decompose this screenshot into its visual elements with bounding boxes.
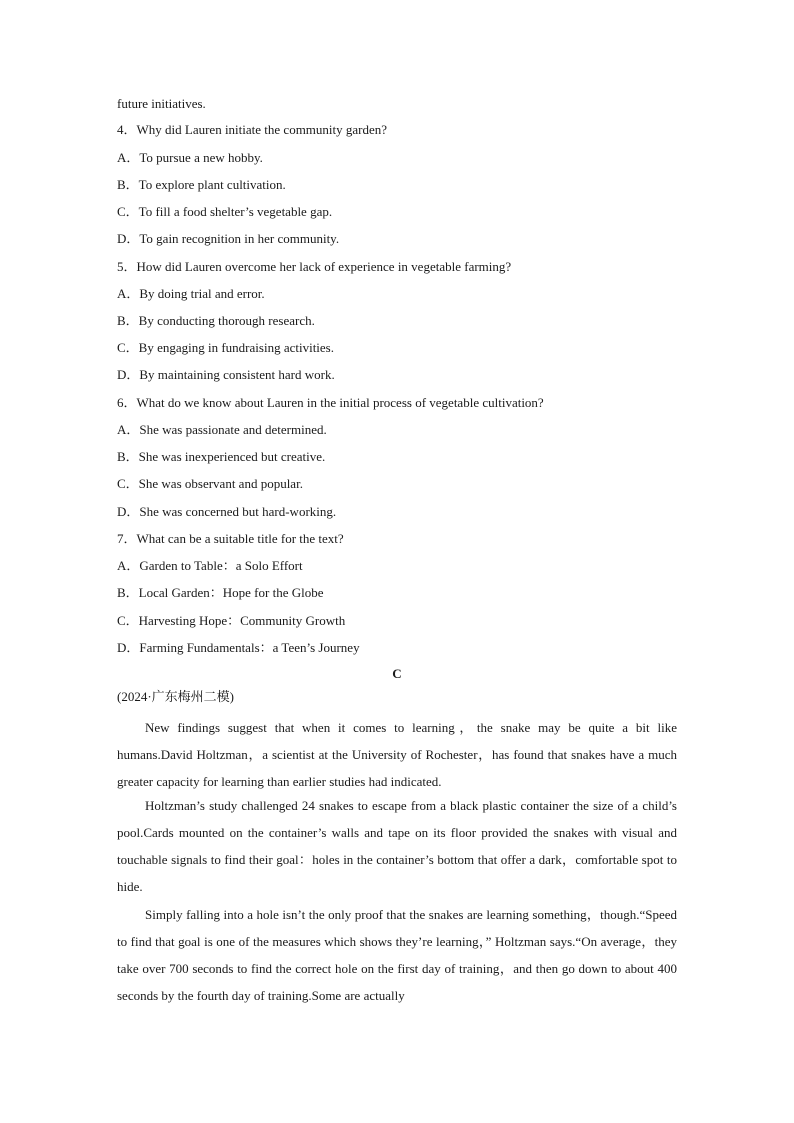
question-7-option-c: C．Harvesting Hope：Community Growth: [117, 613, 346, 628]
question-6-option-b: B．She was inexperienced but creative.: [117, 449, 326, 464]
question-5-option-d: D．By maintaining consistent hard work.: [117, 367, 335, 382]
question-5-stem: 5．How did Lauren overcome her lack of experience in vegetable farming?: [117, 259, 512, 274]
section-heading: C: [392, 666, 402, 681]
question-6-stem: 6．What do we know about Lauren in the initial process of vegetable cultivation?: [117, 395, 544, 410]
question-5-option-c: C．By engaging in fundraising activities.: [117, 340, 334, 355]
question-7-option-b: B．Local Garden：Hope for the Globe: [117, 585, 324, 600]
paragraph-2: Holtzman’s study challenged 24 snakes to escape from a black plastic container the size of a child’s pool.Cards mounted on the container’s walls and tape on its floor provided the snakes with visual and touchable signals to find their goal：holes in the container’s bottom that offer a dark，comfortable spot to hide.: [117, 798, 677, 894]
source-citation: (2024·广东梅州二模): [117, 689, 234, 704]
paragraph-1: New findings suggest that when it comes to learning，the snake may be quite a bit like humans.David Holtzman，a scientist at the University of Rochester，has found that snakes have a much greater capacity for learning than earlier studies had indicated.: [117, 720, 677, 789]
question-7-stem: 7．What can be a suitable title for the text?: [117, 531, 344, 546]
paragraph-3: Simply falling into a hole isn’t the only proof that the snakes are learning something，though.“Speed to find that goal is one of the measures which shows they’re learning，” Holtzman says.“On average，they take over 700 seconds to find the correct hole on the first day of training，and then go down to about 400 seconds by the fourth day of training.Some are actually: [117, 907, 677, 1003]
question-6-option-d: D．She was concerned but hard-working.: [117, 504, 337, 519]
question-4-option-b: B．To explore plant cultivation.: [117, 177, 286, 192]
question-4-stem: 4．Why did Lauren initiate the community garden?: [117, 122, 388, 137]
question-5-option-b: B．By conducting thorough research.: [117, 313, 315, 328]
question-6-option-c: C．She was observant and popular.: [117, 476, 303, 491]
question-5-option-a: A．By doing trial and error.: [117, 286, 265, 301]
question-4-option-c: C．To fill a food shelter’s vegetable gap.: [117, 204, 333, 219]
question-6-option-a: A．She was passionate and determined.: [117, 422, 327, 437]
top-fragment: future initiatives.: [117, 96, 206, 111]
question-7-option-a: A．Garden to Table：a Solo Effort: [117, 558, 303, 573]
question-4-option-d: D．To gain recognition in her community.: [117, 231, 340, 246]
question-4-option-a: A．To pursue a new hobby.: [117, 150, 263, 165]
question-7-option-d: D．Farming Fundamentals：a Teen’s Journey: [117, 640, 360, 655]
